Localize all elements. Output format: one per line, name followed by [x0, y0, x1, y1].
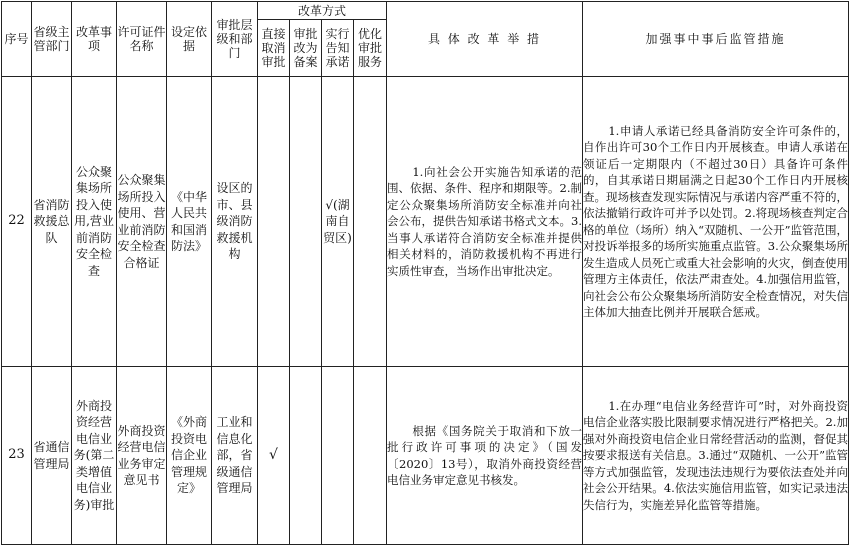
row-measures: 根据《国务院关于取消和下放一批行政许可事项的决定》（国发〔2020〕13号），取消外商投资经营电信业务审定意见书核发。: [387, 367, 583, 545]
row-seq: 23: [2, 367, 32, 545]
header-license: 许可证件名称: [117, 2, 167, 77]
reform-table: [1, 1, 849, 545]
row-license: 公众聚集场所投入使用、营业前消防安全检查合格证: [117, 77, 167, 367]
header-mode-cancel: 直接取消审批: [258, 20, 290, 77]
row-item: 外商投资经营电信业务(第二类增值电信业务)审批: [72, 367, 117, 545]
header-reform-mode: 改革方式: [258, 2, 387, 20]
row-mode-optimize: [354, 77, 387, 367]
header-supervision: 加强事中事后监管措施: [583, 2, 849, 77]
row-mode-optimize: [354, 367, 387, 545]
table-row: [2, 77, 849, 367]
header-seq: 序号: [2, 2, 32, 77]
row-mode-filing: [290, 77, 322, 367]
header-measures: 具 体 改 革 举 措: [387, 2, 583, 77]
header-item: 改革事项: [72, 2, 117, 77]
header-mode-notify: 实行告知承诺: [322, 20, 354, 77]
header-dept: 省级主管部门: [32, 2, 72, 77]
header-mode-filing: 审批改为备案: [290, 20, 322, 77]
row-basis: 《外商投资电信企业管理规定》: [167, 367, 212, 545]
row-item: 公众聚集场所投入使用,营业前消防安全检查: [72, 77, 117, 367]
header-approval-level: 审批层级和部门: [212, 2, 258, 77]
row-mode-cancel: √: [258, 367, 290, 545]
row-dept: 省消防救援总队: [32, 77, 72, 367]
row-mode-cancel: [258, 77, 290, 367]
row-approval-level: 设区的市、县级消防救援机构: [212, 77, 258, 367]
header-mode-optimize: 优化审批服务: [354, 20, 387, 77]
row-measures: 1.向社会公开实施告知承诺的范围、依据、条件、程序和期限等。2.制定公众聚集场所消防安全标准并向社会公布，提供告知承诺书格式文本。3.当事人承诺符合消防安全标准并提供相关材料的，消防救援机构不再进行实质性审查，当场作出审批决定。: [387, 77, 583, 367]
row-seq: 22: [2, 77, 32, 367]
table-row: [2, 367, 849, 545]
row-supervision: 1.在办理“电信业务经营许可”时，对外商投资电信企业落实股比限制要求情况进行严格把关。2.加强对外商投资电信企业日常经营活动的监测，督促其按要求报送有关信息。3.通过“双随机、一公开”监管等方式加强监管，发现违法违规行为要依法查处并向社会公开结果。4.依法实施信用监管，如实记录违法失信行为，实施差异化监管等措施。: [583, 367, 849, 545]
row-mode-filing: [290, 367, 322, 545]
row-license: 外商投资经营电信业务审定意见书: [117, 367, 167, 545]
row-supervision: 1.申请人承诺已经具备消防安全许可条件的，自作出许可30个工作日内开展核查。申请人承诺在领证后一定期限内（不超过30日）具备许可条件的，自其承诺日期届满之日起30个工作日内开展核查。现场核查发现实际情况与承诺内容严重不符的，依法撤销行政许可并予以处罚。2.将现场核查判定合格的单位（场所）纳入“双随机、一公开”监管范围，对投诉举报多的场所实施重点监管。3.公众聚集场所发生造成人员死亡或重大社会影响的火灾，倒查使用管理方主体责任，依法严肃查处。4.加强信用监管，向社会公布公众聚集场所消防安全检查情况，对失信主体加大抽查比例并开展联合惩戒。: [583, 77, 849, 367]
row-mode-notify: [322, 367, 354, 545]
row-dept: 省通信管理局: [32, 367, 72, 545]
row-mode-notify: √(湖南自贸区): [322, 77, 354, 367]
row-basis: 《中华人民共和国消防法》: [167, 77, 212, 367]
header-basis: 设定依据: [167, 2, 212, 77]
row-approval-level: 工业和信息化部，省级通信管理局: [212, 367, 258, 545]
